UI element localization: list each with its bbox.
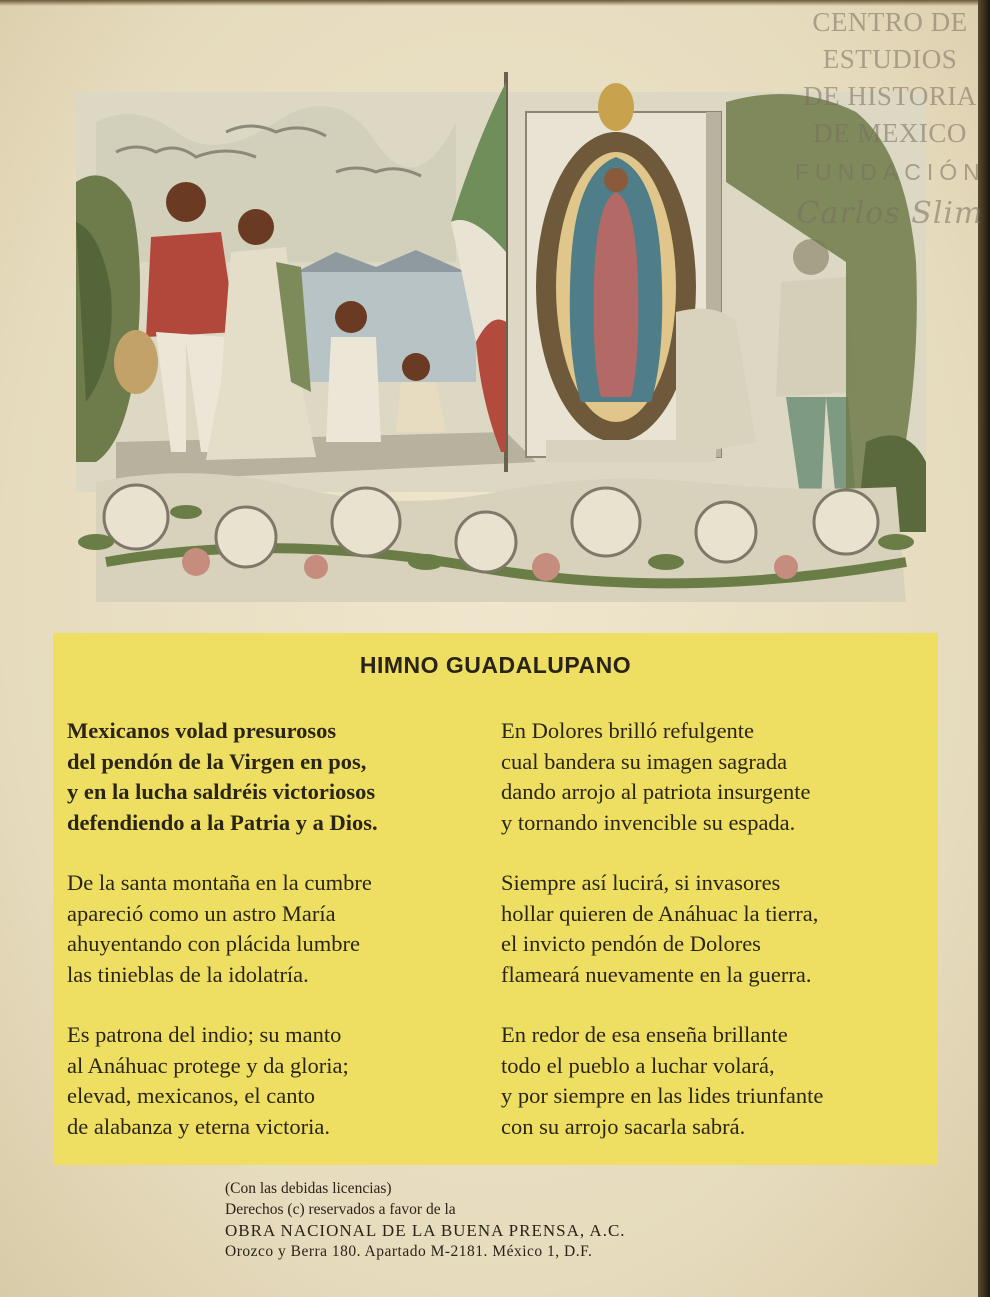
hymn-title: HIMNO GUADALUPANO	[359, 652, 632, 678]
hymn-stanza	[67, 1020, 487, 1142]
verse-line: las tinieblas de la idolatría.	[67, 961, 309, 987]
hymn-panel	[53, 633, 938, 1165]
watermark-fundacion: FUNDACIÓN	[795, 159, 986, 185]
verse-line: apareció como un astro María	[67, 900, 336, 926]
verse-line: Es patrona del indio; su manto	[67, 1022, 342, 1047]
watermark-line: DE HISTORIA	[803, 81, 977, 111]
verse-line: y en la lucha saldréis victoriosos	[67, 779, 376, 804]
verse-line: Mexicanos volad presurosos	[67, 718, 337, 743]
hymn-left-column	[67, 716, 487, 1172]
verse-line: del pendón de la Virgen en pos,	[67, 748, 367, 774]
hymn-stanza	[501, 1020, 933, 1142]
verse-line: En redor de esa enseña brillante	[501, 1022, 788, 1047]
verse-line: En Dolores brilló refulgente	[501, 718, 755, 743]
verse-line: dando arrojo al patriota insurgente	[501, 779, 811, 804]
hymn-stanza	[67, 716, 487, 838]
watermark-line: CENTRO DE	[812, 7, 968, 37]
publisher-footer	[225, 1178, 626, 1262]
verse-line: el invicto pendón de Dolores	[501, 931, 761, 956]
hymn-stanza	[501, 868, 933, 990]
hymn-stanza	[501, 716, 933, 838]
hymn-stanza	[67, 868, 487, 990]
publisher-address: Orozco y Berra 180. Apartado M-2181. México 1, D.F.	[225, 1243, 593, 1260]
verse-line: de alabanza y eterna victoria.	[67, 1113, 330, 1139]
verse-line: defendiendo a la Patria y a Dios.	[67, 809, 378, 835]
verse-line: al Anáhuac protege y da gloria;	[67, 1052, 349, 1078]
watermark-line: ESTUDIOS	[822, 44, 958, 74]
license-note: (Con las debidas licencias)	[225, 1180, 392, 1197]
verse-line: De la santa montaña en la cumbre	[67, 870, 372, 895]
publisher-name: OBRA NACIONAL DE LA BUENA PRENSA, A.C.	[225, 1221, 626, 1240]
watermark-signature: Carlos Slim	[796, 196, 984, 231]
verse-line: ahuyentando con plácida lumbre	[67, 931, 361, 956]
verse-line: todo el pueblo a luchar volará,	[501, 1052, 775, 1078]
verse-line: elevad, mexicanos, el canto	[67, 1083, 316, 1108]
rights-note: Derechos (c) reservados a favor de la	[225, 1201, 456, 1218]
hymn-right-column	[501, 716, 933, 1172]
verse-line: Siempre así lucirá, si invasores	[501, 870, 781, 895]
verse-line: y por siempre en las lides triunfante	[501, 1083, 824, 1108]
verse-line: y tornando invencible su espada.	[501, 809, 796, 835]
verse-line: hollar quieren de Anáhuac la tierra,	[501, 900, 819, 926]
verse-line: cual bandera su imagen sagrada	[501, 748, 788, 774]
verse-line: flameará nuevamente en la guerra.	[501, 961, 812, 987]
verse-line: con su arrojo sacarla sabrá.	[501, 1113, 746, 1139]
archive-watermark	[795, 4, 985, 232]
watermark-line: DE MEXICO	[813, 118, 967, 148]
